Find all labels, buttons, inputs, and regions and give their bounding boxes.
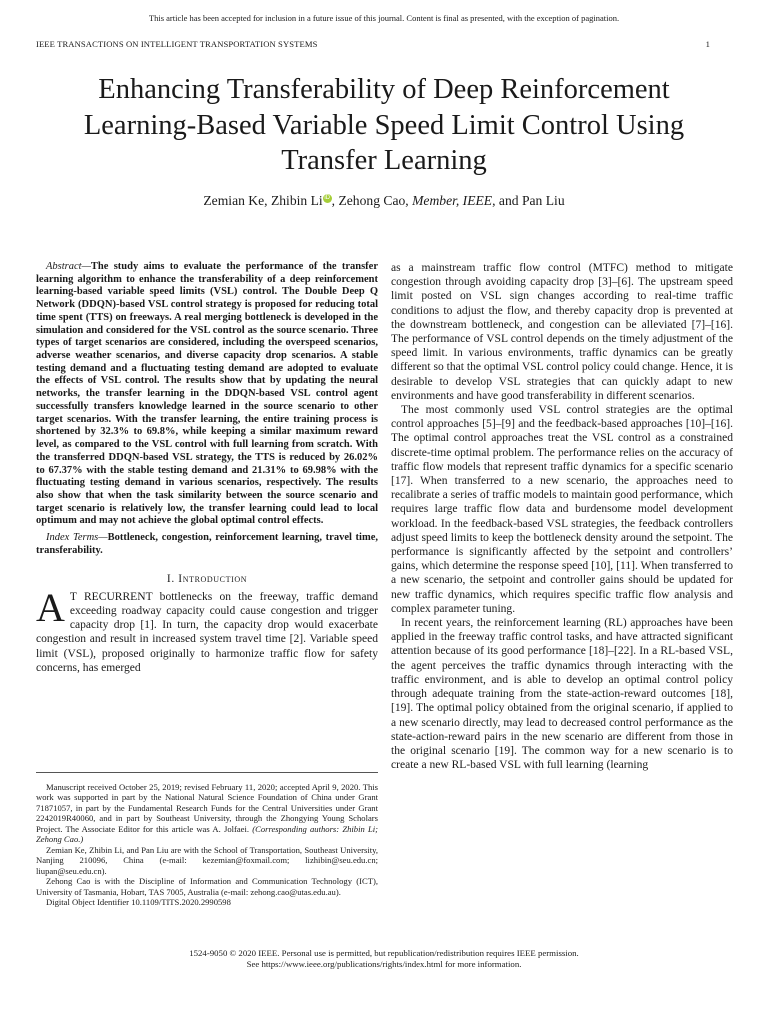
footnote-doi: Digital Object Identifier 10.1109/TITS.2020.2990598 [46, 896, 231, 907]
right-column [391, 261, 733, 772]
copyright-line-2: See https://www.ieee.org/publications/rights/index.html for more information. [246, 959, 522, 969]
footnote-manuscript [36, 782, 378, 845]
intro-paragraph-2: The most commonly used VSL control strategies are the optimal control approaches [5]–[9] and the feedback-based approaches [10]–[16]. The optimal control approaches treat the VSL control as a constrained discrete-time optimal problem. The performance relies on the accuracy of traffic flow models that represent traffic dynamics for a specific scenario [17]. When transferred to a new scenario, the approaches need to recalibrate a series of traffic models to maintain good performance, which requires large traffic flow data and burdensome model development workload. In the feedback-based VSL strategies, the feedback controllers adjust speed limits to keep the bottleneck density around the setpoint. The performance is significantly affected by the setpoint and controllers’ gains, which determine the response speed [10], [11]. When transferred to a new scenario, the setpoint and controller gains should be updated for new traffic dynamics, which requires specific traffic flow analysis and complex parameter tuning. [391, 404, 733, 615]
abstract [36, 261, 378, 528]
paper-title: Enhancing Transferability of Deep Reinforcement Learning-Based Variable Speed Limit Control Using Transfer Learning [83, 74, 685, 176]
authors-part-2: , Zehong Cao, [331, 193, 413, 208]
authors-part-1: Zemian Ke, Zhibin Li [203, 193, 323, 208]
abstract-text: The study aims to evaluate the performance of the transfer learning algorithm to enhance the transferability of a deep reinforcement learning-based variable speed limits (VSL) control. The Double Deep Q Network (DDQN)-based VSL control strategy is proposed for reducing total time spent (TTS) on freeways. A real merging bottleneck is developed in the simulation and considered for the VSL control as the source scenario. Three types of target scenarios are considered, including the overspeed scenarios, adverse weather scenarios, and diverse capacity drop scenarios. A stable testing demand and a fluctuating testing demand are adopted to evaluate the effects of VSL control. The results show that by updating the neural networks, the transfer learning in the DDQN-based VSL control agent successfully transfers knowledge learned in the source scenario to other target scenarios. With the transfer learning, the entire training process is shortened by 32.3% to 69.8%, while keeping a similar maximum reward level, as compared to the VSL control with full learning from scratch. With the transferred DDQN-based VSL strategy, the TTS is reduced by 26.02% to 67.37% with the stable testing demand and 21.31% to 69.98% with the fluctuating testing demand in various scenarios, respectively. The results also show that when the task similarity between the source scenario and target scenario is relatively low, the transfer learning could lead to local optimum and may not achieve the global optimal control effects. [36, 261, 378, 527]
copyright-notice [0, 948, 768, 970]
drop-cap: A [36, 584, 65, 630]
abstract-label: Abstract— [46, 261, 91, 272]
intro-text-left: bottlenecks on the freeway, traffic demand exceeding roadway capacity could cause congestion and trigger capacity drop [1]. In turn, the capacity drop would exacerbate congestion and result in increased system travel time [2]. Variable speed limit (VSL), proposed originally to harmonize traffic flow for safety concerns, has emerged [36, 590, 378, 674]
running-header [36, 39, 710, 49]
index-terms-text: Bottleneck, congestion, reinforcement learning, travel time, transferability. [36, 532, 378, 556]
journal-name: IEEE TRANSACTIONS ON INTELLIGENT TRANSPORTATION SYSTEMS [36, 39, 318, 49]
intro-paragraph-1 [36, 584, 378, 675]
authors-part-3: , and Pan Liu [492, 193, 565, 208]
acceptance-note: This article has been accepted for inclusion in a future issue of this journal. Content is final as presented, with the exception of pagination. [148, 13, 620, 23]
intro-paragraph-3: In recent years, the reinforcement learning (RL) approaches have been applied in the freeway traffic control tasks, and have attracted significant attention because of its good performance [18]–[22]. In a RL-based VSL, the agent perceives the traffic dynamics through interacting with the traffic environment, and is able to develop an optimal control policy through adequate training from the state-action-reward outcomes [18], [19]. The optimal policy obtained from the original scenario, if applied to a new scenario directly, may lead to decreased control performance as the state-action-reward pairs in the new scenario are different from those in the original scenario [19]. The common way for a new scenario is to create a new RL-based VSL with full learning (learning [391, 617, 733, 772]
footnote-manuscript-text: Manuscript received October 25, 2019; revised February 11, 2020; accepted April 9, 2020. This work was supported in part by the National Natural Science Foundation of China under Grant 71871057, in part by the Fundamental Research Funds for the Central Universities under Grant 2242019R40060, and in part by Southeast University, through the Zhongying Young Scholars Project. The Associate Editor for this article was A. Jolfaei. [36, 782, 378, 834]
orcid-icon[interactable]: iD [324, 195, 330, 202]
section-number: I. [166, 572, 179, 585]
section-heading-introduction [36, 572, 378, 586]
footnote-affiliation-1: Zemian Ke, Zhibin Li, and Pan Liu are with the School of Transportation, Southeast University, Nanjing 210096, China (e-mail: kezemian@foxmail.com; lizhibin@seu.edu.cn; liupan@seu.edu.cn). [36, 844, 378, 876]
footnote-corresponding: (Corresponding authors: Zhibin Li; Zehong Cao.) [36, 823, 378, 845]
footnote-affiliation-2: Zehong Cao is with the Discipline of Information and Communication Technology (ICT), University of Tasmania, Hobart, TAS 7005, Australia (e-mail: zehong.cao@utas.edu.au). [36, 876, 378, 897]
copyright-line-1: 1524-9050 © 2020 IEEE. Personal use is permitted, but republication/redistribution requires IEEE permission. [189, 948, 579, 958]
index-terms [36, 532, 378, 557]
page-number: 1 [705, 39, 710, 49]
footnotes [36, 772, 378, 907]
section-title: Introduction [178, 572, 248, 585]
intro-lead-caps: T RECURRENT [69, 590, 153, 603]
author-list [0, 193, 768, 209]
left-column [36, 261, 378, 675]
intro-paragraph-1-continued: as a mainstream traffic flow control (MTFC) method to mitigate congestion through avoiding capacity drop [3]–[6]. The upstream speed limit posted on VSL sign changes according to real-time traffic conditions to adjust the flow, and thereby capacity drop is prevented at the downstream bottleneck, and congestion can be alleviated [7]–[16]. The performance of VSL control depends on the timely adjustment of the speed limit. In various environments, traffic dynamics can be greatly different so that the optimal VSL control policy could change. Hence, it is desirable to develop VSL strategies that can quickly adapt to new environments and have good transferability in different scenarios. [391, 262, 733, 402]
index-terms-label: Index Terms— [46, 532, 108, 544]
author-membership: Member, IEEE [412, 193, 493, 208]
